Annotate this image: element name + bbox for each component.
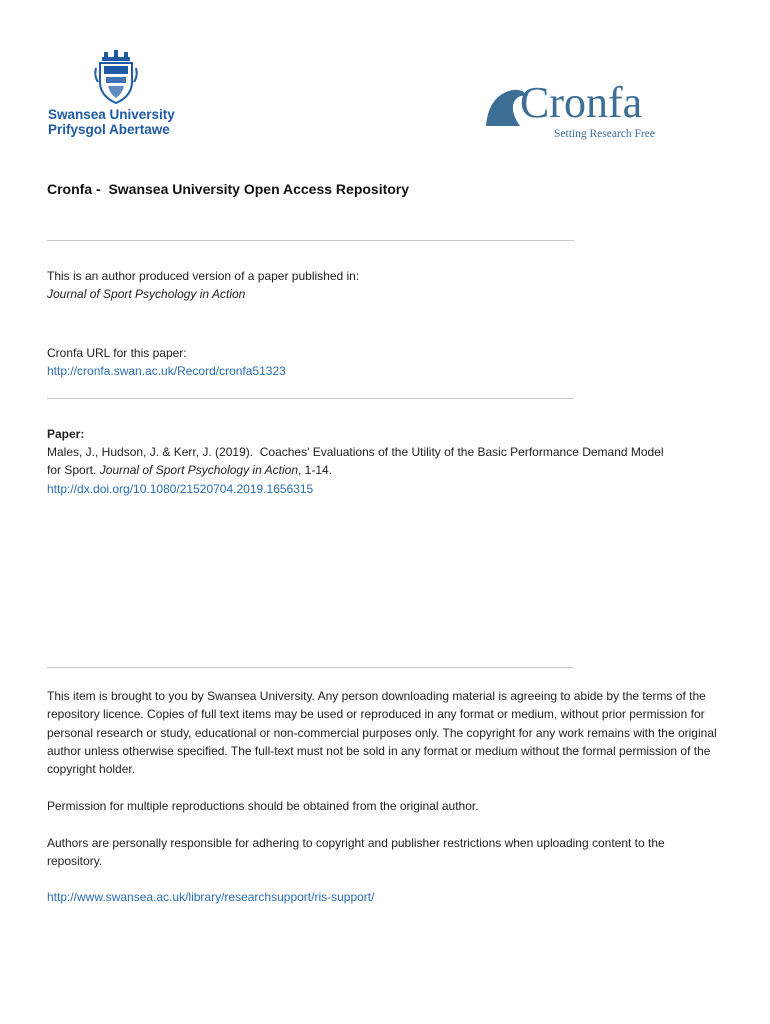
published-in-intro: This is an author produced version of a paper published in: [47, 269, 360, 283]
citation-pages: , 1-14. [298, 463, 333, 477]
cronfa-logo [484, 78, 674, 146]
paper-citation-line1: Males, J., Hudson, J. & Kerr, J. (2019). Coaches' Evaluations of the Utility of the Basic Performance Demand Model [47, 445, 664, 459]
swansea-university-logo [46, 50, 186, 140]
divider [47, 667, 574, 668]
citation-title-end: for Sport. [47, 463, 100, 477]
paper-citation-line2 [47, 461, 332, 479]
cronfa-tagline: Setting Research Free [554, 128, 655, 140]
swansea-university-welsh-name: Prifysgol Abertawe [48, 122, 170, 137]
divider [47, 398, 574, 399]
reproduction-permission-paragraph: Permission for multiple reproductions should be obtained from the original author. [47, 799, 479, 813]
journal-name: Journal of Sport Psychology in Action [47, 287, 246, 301]
author-responsibility-paragraph: Authors are personally responsible for adhering to copyright and publisher restrictions when uploading content to the repository. [47, 836, 665, 869]
swansea-crest-icon [94, 50, 138, 104]
citation-journal: Journal of Sport Psychology in Action [99, 463, 299, 477]
page-title: Cronfa - Swansea University Open Access Repository [47, 181, 410, 197]
ris-support-link[interactable]: http://www.swansea.ac.uk/library/researchsupport/ris-support/ [47, 890, 375, 904]
cronfa-url-label: Cronfa URL for this paper: [47, 346, 187, 360]
divider [47, 240, 574, 241]
licence-notice-paragraph: This item is brought to you by Swansea University. Any person downloading material is agreeing to abide by the terms of the repository licence. Copies of full text items may be used or reproduced in any format or medium, without prior permission for personal research or study, educational or non-commercial purposes only. The copyright for any work remains with the original author unless otherwise specified. The full-text must not be sold in any format or medium without the formal permission of the copyright holder. [47, 689, 717, 777]
swansea-university-name: Swansea University [48, 107, 175, 122]
cronfa-wordmark: Cronfa [520, 78, 643, 127]
cronfa-record-link[interactable]: http://cronfa.swan.ac.uk/Record/cronfa51323 [47, 364, 286, 378]
doi-link[interactable]: http://dx.doi.org/10.1080/21520704.2019.1656315 [47, 482, 314, 496]
paper-heading: Paper: [47, 427, 85, 441]
